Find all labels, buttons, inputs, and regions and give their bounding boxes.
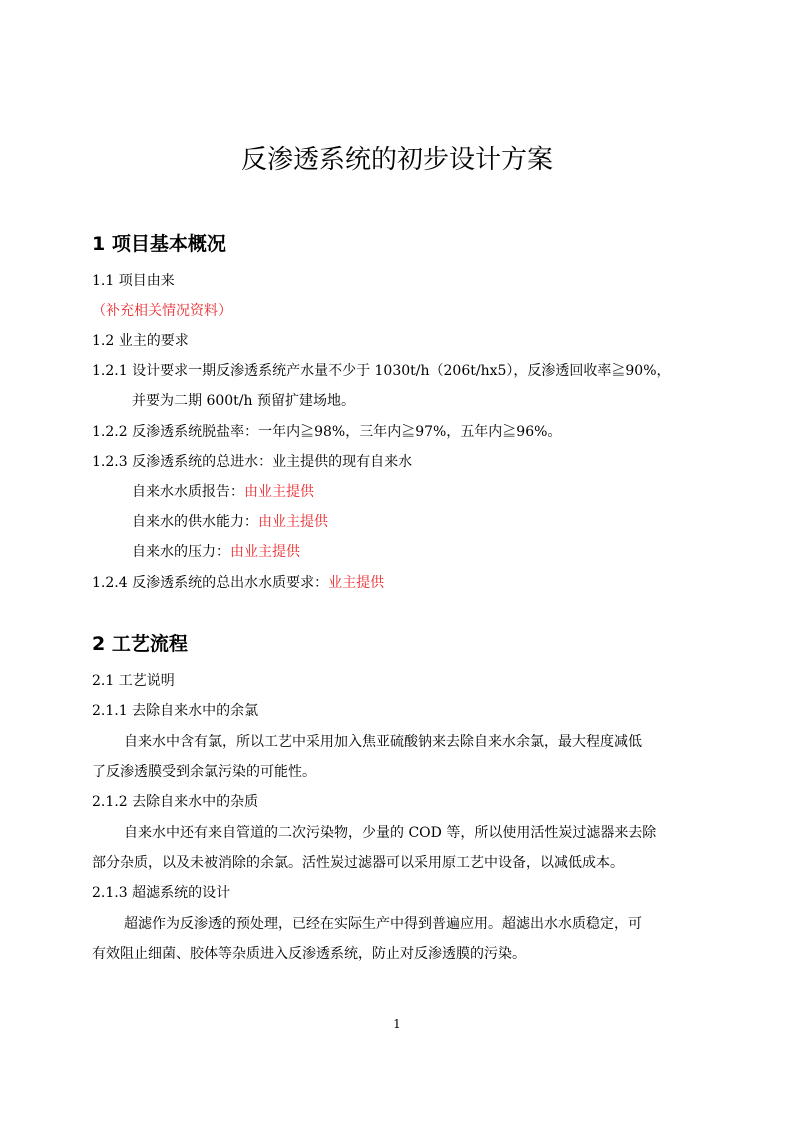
item-label: 1.2.4 反渗透系统的总出水水质要求： <box>92 575 329 591</box>
section-1-2-3: 1.2.3 反渗透系统的总进水：业主提供的现有自来水 <box>92 454 413 470</box>
document-title: 反渗透系统的初步设计方案 <box>240 145 553 175</box>
section-2-1-2-para-line2: 部分杂质，以及未被消除的余氯。活性炭过滤器可以采用原工艺中设备，以减低成本。 <box>92 855 624 871</box>
section-2-heading: 2 工艺流程 <box>92 633 188 655</box>
section-1-2-4 <box>92 572 384 594</box>
water-supply-capacity-item <box>132 511 328 533</box>
item-label: 自来水的压力： <box>132 544 230 560</box>
item-value: 由业主提供 <box>258 514 328 530</box>
water-quality-report-item <box>132 481 314 503</box>
section-1-1-heading: 1.1 项目由来 <box>92 273 175 289</box>
water-pressure-item <box>132 541 300 563</box>
section-1-2-2: 1.2.2 反渗透系统脱盐率：一年内≧98%，三年内≧97%，五年内≧96%。 <box>92 424 562 440</box>
item-value: 业主提供 <box>328 575 385 591</box>
section-1-heading: 1 项目基本概况 <box>92 233 226 255</box>
section-1-1-note: （补充相关情况资料） <box>92 303 232 319</box>
item-value: 由业主提供 <box>244 484 314 500</box>
section-1-2-1-line2: 并要为二期 600t/h 预留扩建场地。 <box>132 393 355 409</box>
section-2-1-heading: 2.1 工艺说明 <box>92 673 175 689</box>
page-number: 1 <box>393 1017 401 1031</box>
section-2-1-2-para-line1: 自来水中还有来自管道的二次污染物，少量的 COD 等，所以使用活性炭过滤器来去除 <box>124 825 657 841</box>
section-2-1-1-para-line1: 自来水中含有氯，所以工艺中采用加入焦亚硫酸钠来去除自来水余氯，最大程度减低 <box>124 734 642 750</box>
section-2-1-3-heading: 2.1.3 超滤系统的设计 <box>92 885 231 901</box>
section-2-1-3-para-line1: 超滤作为反渗透的预处理，已经在实际生产中得到普遍应用。超滤出水水质稳定，可 <box>124 916 642 932</box>
section-2-1-3-para-line2: 有效阻止细菌、胶体等杂质进入反渗透系统，防止对反渗透膜的污染。 <box>92 946 526 962</box>
item-label: 自来水的供水能力： <box>132 514 258 530</box>
section-1-2-1-line1: 1.2.1 设计要求一期反渗透系统产水量不少于 1030t/h（206t/hx5），反渗透回收率≧90%， <box>92 363 671 379</box>
item-label: 自来水水质报告： <box>132 484 244 500</box>
section-1-2-heading: 1.2 业主的要求 <box>92 333 189 349</box>
section-2-1-1-heading: 2.1.1 去除自来水中的余氯 <box>92 703 259 719</box>
section-2-1-1-para-line2: 了反渗透膜受到余氯污染的可能性。 <box>92 764 316 780</box>
item-value: 由业主提供 <box>230 544 300 560</box>
section-2-1-2-heading: 2.1.2 去除自来水中的杂质 <box>92 794 259 810</box>
